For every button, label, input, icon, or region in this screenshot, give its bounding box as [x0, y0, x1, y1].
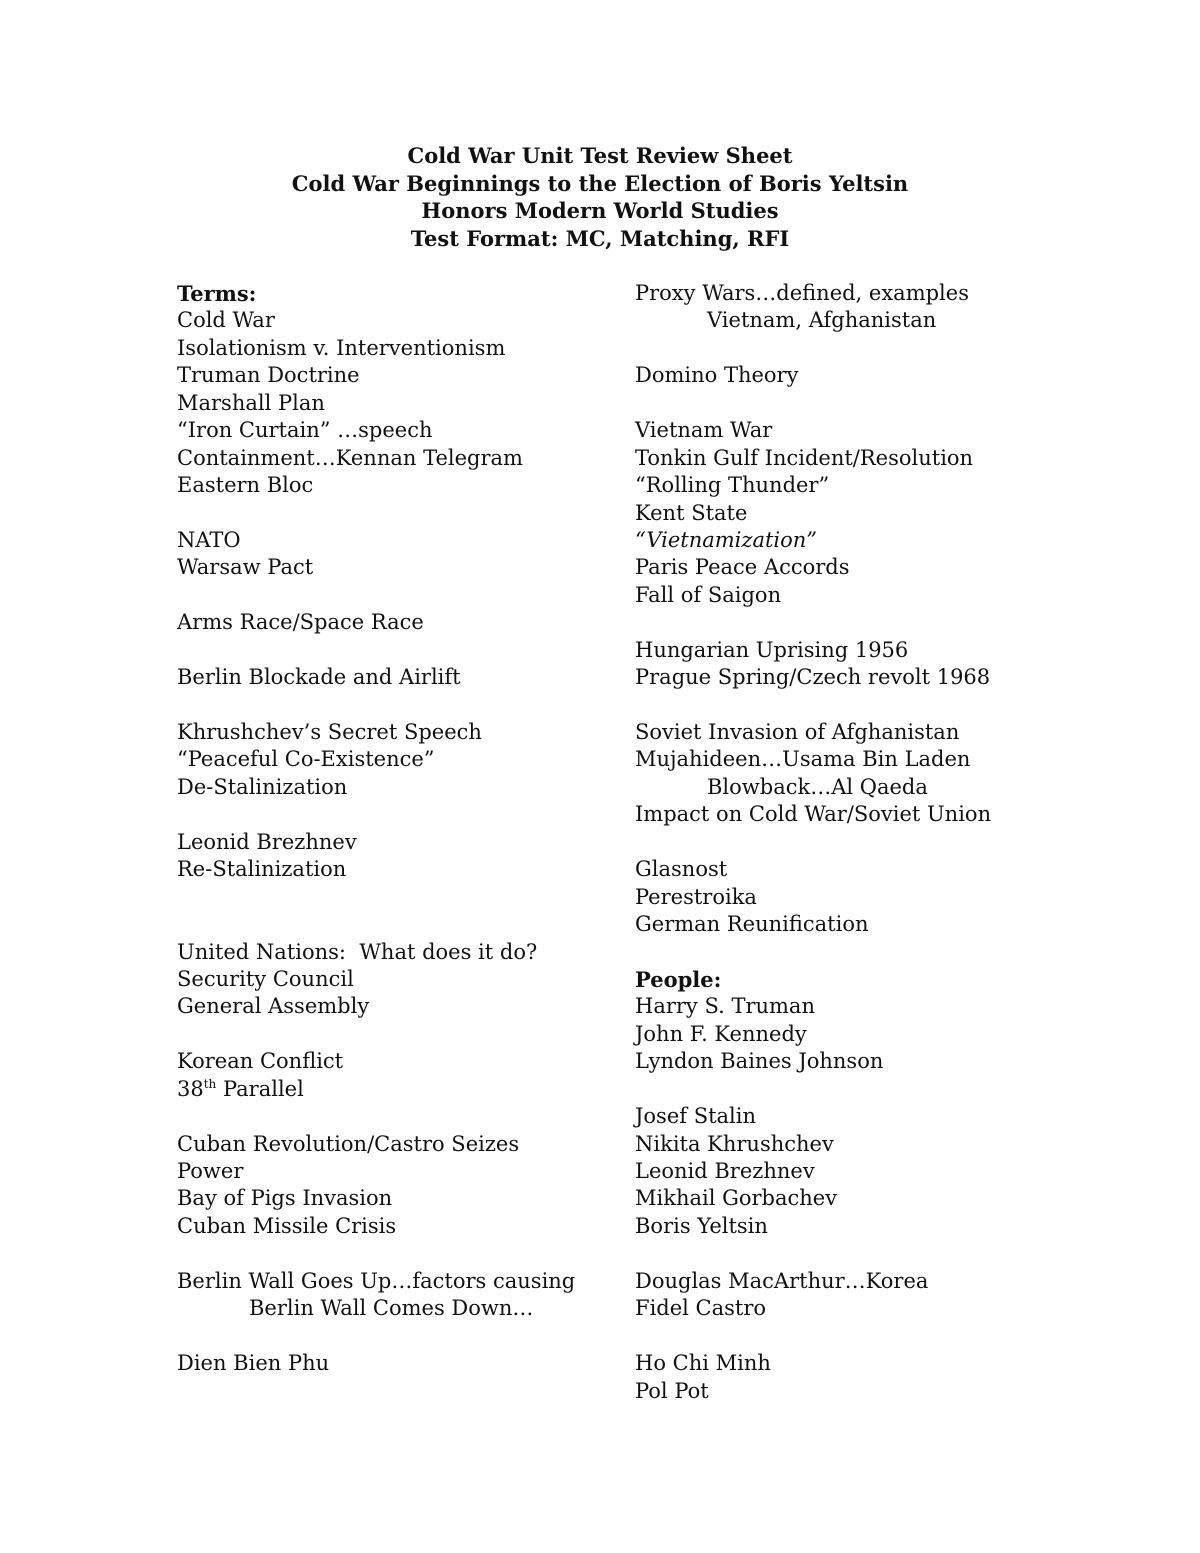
- spacer: [635, 1323, 1095, 1350]
- term-item: Cold War: [177, 308, 275, 333]
- person-item: Ho Chi Minh: [635, 1351, 771, 1376]
- term-text: Parallel: [216, 1076, 304, 1101]
- term-item: Soviet Invasion of Afghanistan: [635, 720, 960, 744]
- term-item-38th-parallel: [177, 1076, 617, 1103]
- term-number: 38: [177, 1076, 204, 1101]
- spacer: [635, 829, 1095, 856]
- term-item: Berlin Blockade and Airlift: [177, 665, 461, 690]
- term-item: Leonid Brezhnev: [177, 829, 357, 854]
- term-item: Proxy Wars…defined, examples: [635, 281, 969, 305]
- term-item: Paris Peace Accords: [635, 555, 850, 580]
- term-item: Vietnam War: [635, 418, 773, 443]
- term-item: “Peaceful Co-Existence”: [177, 747, 435, 772]
- term-item: Containment…Kennan Telegram: [177, 445, 523, 470]
- person-item: Josef Stalin: [635, 1104, 757, 1129]
- person-item: Mikhail Gorbachev: [635, 1186, 838, 1211]
- term-item: Hungarian Uprising 1956: [635, 637, 909, 662]
- spacer: [177, 1021, 617, 1048]
- term-item: Re-Stalinization: [177, 857, 347, 882]
- term-item: Marshall Plan: [177, 390, 325, 415]
- person-item: John F. Kennedy: [635, 1021, 807, 1046]
- terms-people-column: [635, 280, 1095, 1405]
- document-header: [0, 142, 1200, 252]
- term-item: “Rolling Thunder”: [635, 473, 830, 498]
- test-format: Test Format: MC, Matching, RFI: [410, 225, 790, 251]
- spacer: [177, 1103, 617, 1130]
- term-item: Domino Theory: [635, 363, 799, 388]
- spacer: [177, 637, 617, 664]
- spacer: [635, 335, 1095, 362]
- spacer: [635, 692, 1095, 719]
- term-item: German Reunification: [635, 912, 869, 937]
- spacer: [177, 911, 617, 938]
- term-subitem: Vietnam, Afghanistan: [707, 308, 937, 333]
- spacer: [635, 390, 1095, 417]
- spacer: [177, 801, 617, 828]
- people-heading: People:: [635, 966, 722, 992]
- term-item: Berlin Wall Goes Up…factors causing: [177, 1268, 576, 1293]
- term-item: Truman Doctrine: [177, 363, 360, 388]
- document-title: Cold War Unit Test Review Sheet: [407, 143, 793, 168]
- ordinal-suffix: th: [203, 1076, 217, 1091]
- spacer: [177, 582, 617, 609]
- term-item: General Assembly: [177, 994, 370, 1019]
- term-item: Tonkin Gulf Incident/Resolution: [635, 445, 974, 470]
- term-item: Prague Spring/Czech revolt 1968: [635, 665, 991, 690]
- term-item: United Nations: What does it do?: [177, 939, 538, 964]
- term-item: Mujahideen…Usama Bin Laden: [635, 747, 971, 772]
- term-item: Cuban Revolution/Castro Seizes: [177, 1131, 520, 1156]
- term-item: Cuban Missile Crisis: [177, 1213, 397, 1238]
- spacer: [635, 939, 1095, 966]
- term-item: Glasnost: [635, 857, 728, 882]
- person-item: Pol Pot: [635, 1378, 709, 1403]
- person-item: Nikita Khrushchev: [635, 1131, 834, 1156]
- term-item: Fall of Saigon: [635, 582, 782, 607]
- term-item: Bay of Pigs Invasion: [177, 1186, 393, 1211]
- person-item: Boris Yeltsin: [635, 1213, 768, 1238]
- term-item: Impact on Cold War/Soviet Union: [635, 802, 992, 827]
- person-item: Harry S. Truman: [635, 994, 815, 1019]
- term-item: Dien Bien Phu: [177, 1351, 330, 1376]
- document-subtitle: Cold War Beginnings to the Election of Boris Yeltsin: [291, 170, 909, 196]
- spacer: [635, 1240, 1095, 1267]
- spacer: [177, 500, 617, 527]
- person-item: Douglas MacArthur…Korea: [635, 1268, 929, 1293]
- term-subitem: Berlin Wall Comes Down…: [249, 1296, 534, 1321]
- term-item: Khrushchev’s Secret Speech: [177, 720, 482, 744]
- spacer: [177, 692, 617, 719]
- term-item: De-Stalinization: [177, 774, 348, 799]
- term-item: Kent State: [635, 500, 748, 525]
- term-item: Warsaw Pact: [177, 555, 314, 580]
- terms-heading: Terms:: [177, 281, 257, 306]
- term-item: Perestroika: [635, 884, 757, 909]
- term-subitem: Blowback…Al Qaeda: [707, 774, 928, 799]
- term-item: Eastern Bloc: [177, 473, 314, 498]
- terms-column: [177, 280, 617, 1378]
- term-item: NATO: [177, 527, 241, 552]
- spacer: [177, 884, 617, 911]
- term-item: Arms Race/Space Race: [177, 610, 424, 635]
- spacer: [635, 1076, 1095, 1103]
- person-item: Leonid Brezhnev: [635, 1159, 815, 1183]
- spacer: [177, 1323, 617, 1350]
- spacer: [177, 1240, 617, 1267]
- term-item: “Vietnamization”: [635, 527, 818, 552]
- term-item: Korean Conflict: [177, 1049, 344, 1074]
- term-item: Power: [177, 1159, 244, 1183]
- person-item: Lyndon Baines Johnson: [635, 1049, 884, 1074]
- spacer: [635, 609, 1095, 636]
- term-item: Isolationism v. Interventionism: [177, 335, 506, 360]
- person-item: Fidel Castro: [635, 1296, 767, 1321]
- course-name: Honors Modern World Studies: [421, 198, 779, 223]
- term-item: “Iron Curtain” …speech: [177, 418, 433, 443]
- term-item: Security Council: [177, 966, 354, 991]
